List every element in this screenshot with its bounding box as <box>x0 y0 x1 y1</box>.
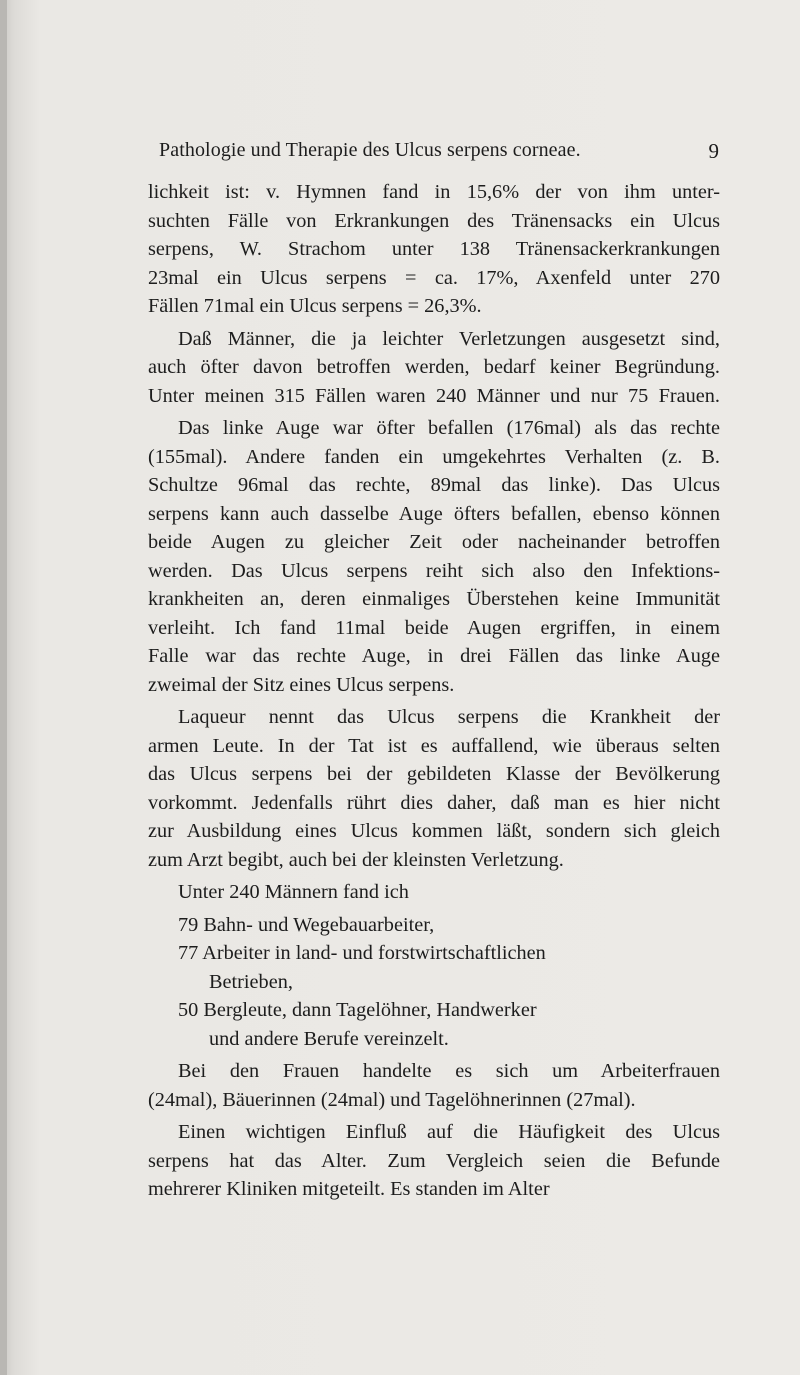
text-line: Falle war das rechte Auge, in drei Fällen das linke Auge <box>148 645 720 667</box>
text-line: Unter 240 Männern fand ich <box>178 881 409 903</box>
text-line: Unter meinen 315 Fällen waren 240 Männer und nur 75 Frauen. <box>148 384 720 407</box>
list-item: 79 Bahn- und Wegebauarbeiter, <box>178 913 435 936</box>
text-line: werden. Das Ulcus serpens reiht sich also den Infektions- <box>148 559 720 582</box>
list-item: 50 Bergleute, dann Tagelöhner, Handwerker <box>178 999 537 1021</box>
text-line: mehrerer Kliniken mitgeteilt. Es standen im Alter <box>148 1178 550 1200</box>
text-line: beide Augen zu gleicher Zeit oder nacheinander betroffen <box>148 531 720 553</box>
text-line: zweimal der Sitz eines Ulcus serpens. <box>148 673 455 696</box>
text-line: Laqueur nennt das Ulcus serpens die Krankheit der <box>178 706 720 728</box>
text-line: (24mal), Bäuerinnen (24mal) und Tagelöhnerinnen (27mal). <box>148 1088 636 1111</box>
list-item-continuation: Betrieben, <box>209 970 293 993</box>
text-line: Fällen 71mal ein Ulcus serpens = 26,3%. <box>148 295 482 317</box>
page-number: 9 <box>708 139 719 163</box>
body-text <box>148 178 720 1204</box>
text-line: Einen wichtigen Einfluß auf die Häufigkeit des Ulcus <box>178 1121 720 1143</box>
list-item-continuation: und andere Berufe vereinzelt. <box>209 1027 449 1050</box>
text-line: krankheiten an, deren einmaliges Überstehen keine Immunität <box>148 588 720 610</box>
text-line: Schultze 96mal das rechte, 89mal das linke). Das Ulcus <box>148 474 720 496</box>
text-line: Daß Männer, die ja leichter Verletzungen ausgesetzt sind, <box>178 327 720 350</box>
page-edge-shadow <box>0 0 7 1375</box>
text-line: auch öfter davon betroffen werden, bedarf keiner Begründung. <box>148 356 720 378</box>
text-line: suchten Fälle von Erkrankungen des Tränensacks ein Ulcus <box>148 209 720 232</box>
text-line: lichkeit ist: v. Hymnen fand in 15,6% der von ihm unter- <box>148 181 720 203</box>
text-line: serpens kann auch dasselbe Auge öfters befallen, ebenso können <box>148 502 720 525</box>
text-line: Bei den Frauen handelte es sich um Arbeiterfrauen <box>178 1060 720 1082</box>
text-line: serpens hat das Alter. Zum Vergleich seien die Befunde <box>148 1149 720 1172</box>
text-line: serpens, W. Strachom unter 138 Tränensackerkrankungen <box>148 238 720 260</box>
text-line: armen Leute. In der Tat ist es auffallend, wie überaus selten <box>148 734 720 757</box>
text-line: das Ulcus serpens bei der gebildeten Klasse der Bevölkerung <box>148 763 720 785</box>
text-line: verleiht. Ich fand 11mal beide Augen ergriffen, in einem <box>148 616 720 639</box>
page-header <box>159 139 719 165</box>
text-line: zur Ausbildung eines Ulcus kommen läßt, sondern sich gleich <box>148 820 720 842</box>
running-title: Pathologie und Therapie des Ulcus serpens corneae. <box>159 139 581 161</box>
list-item: 77 Arbeiter in land- und forstwirtschaftlichen <box>178 942 546 964</box>
text-line: (155mal). Andere fanden ein umgekehrtes Verhalten (z. B. <box>148 445 720 468</box>
text-line: vorkommt. Jedenfalls rührt dies daher, daß man es hier nicht <box>148 791 720 814</box>
text-line: Das linke Auge war öfter befallen (176mal) als das rechte <box>178 417 720 439</box>
text-line: zum Arzt begibt, auch bei der kleinsten Verletzung. <box>148 848 564 871</box>
text-line: 23mal ein Ulcus serpens = ca. 17%, Axenfeld unter 270 <box>148 266 720 289</box>
